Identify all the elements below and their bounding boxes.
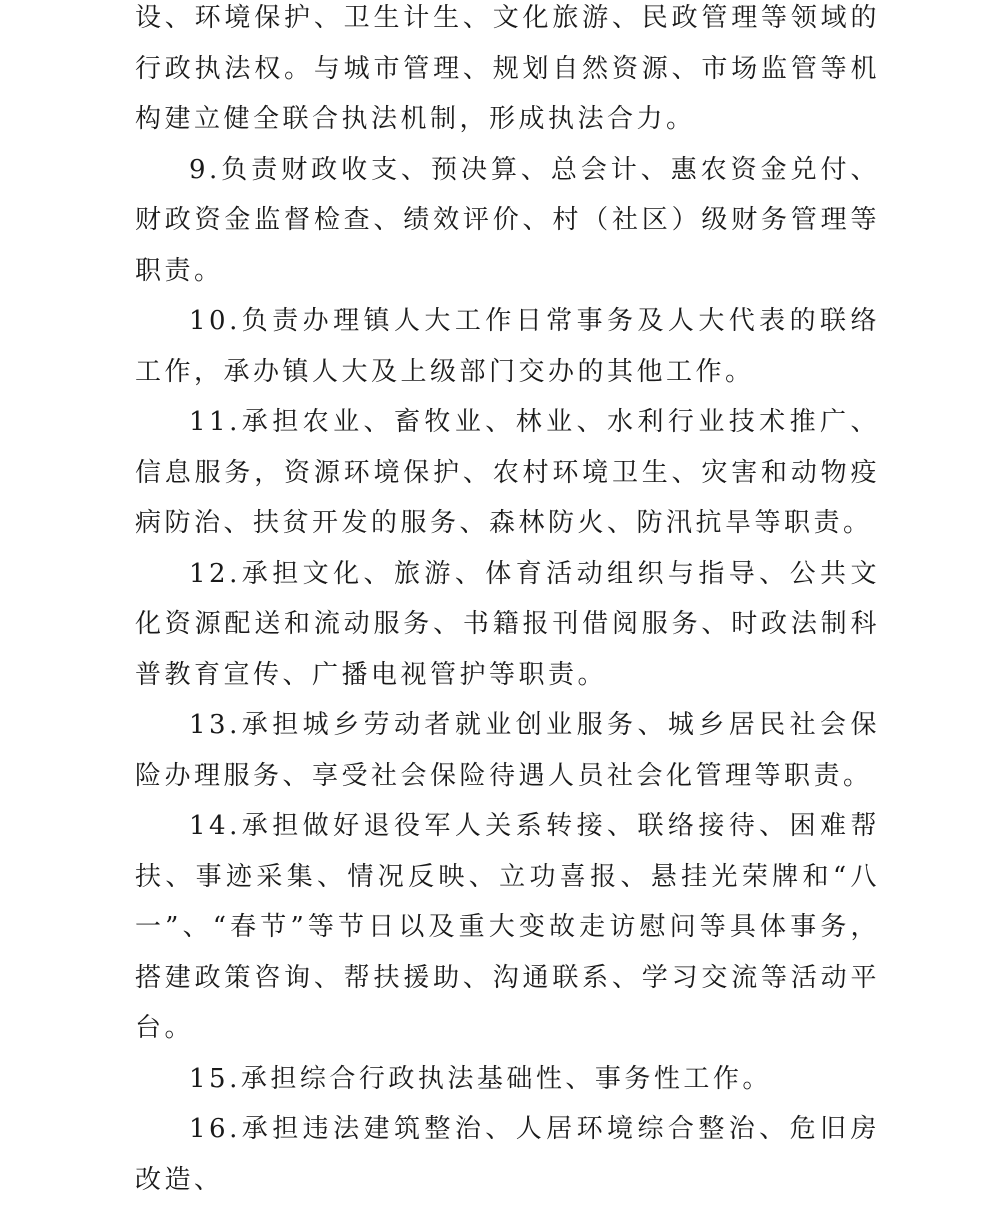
paragraph-item-12: 12.承担文化、旅游、体育活动组织与指导、公共文化资源配送和流动服务、书籍报刊借阅服务、时政法制科普教育宣传、广播电视管护等职责。 bbox=[135, 558, 880, 690]
paragraph-item-15: 15.承担综合行政执法基础性、事务性工作。 bbox=[189, 1063, 772, 1094]
paragraph-item-9: 9.负责财政收支、预决算、总会计、惠农资金兑付、财政资金监督检查、绩效评价、村（社区）级财务管理等职责。 bbox=[135, 154, 880, 286]
paragraph-item-10: 10.负责办理镇人大工作日常事务及人大代表的联络工作，承办镇人大及上级部门交办的其他工作。 bbox=[135, 306, 880, 387]
paragraph-item-13: 13.承担城乡劳动者就业创业服务、城乡居民社会保险办理服务、享受社会保险待遇人员社会化管理等职责。 bbox=[135, 710, 880, 791]
paragraph-item-11: 11.承担农业、畜牧业、林业、水利行业技术推广、信息服务，资源环境保护、农村环境卫生、灾害和动物疫病防治、扶贫开发的服务、森林防火、防汛抗旱等职责。 bbox=[135, 407, 880, 538]
document-body bbox=[135, 0, 880, 1205]
paragraph-item-14: 14.承担做好退役军人关系转接、联络接待、困难帮扶、事迹采集、情况反映、立功喜报、悬挂光荣牌和“八一”、“春节”等节日以及重大变故走访慰问等具体事务，搭建政策咨询、帮扶援助、沟通联系、学习交流等活动平台。 bbox=[135, 811, 880, 1043]
paragraph-continuation: 设、环境保护、卫生计生、文化旅游、民政管理等领域的行政执法权。与城市管理、规划自然资源、市场监管等机构建立健全联合执法机制，形成执法合力。 bbox=[135, 3, 880, 134]
paragraph-item-16: 16.承担违法建筑整治、人居环境综合整治、危旧房改造、 bbox=[135, 1114, 880, 1195]
